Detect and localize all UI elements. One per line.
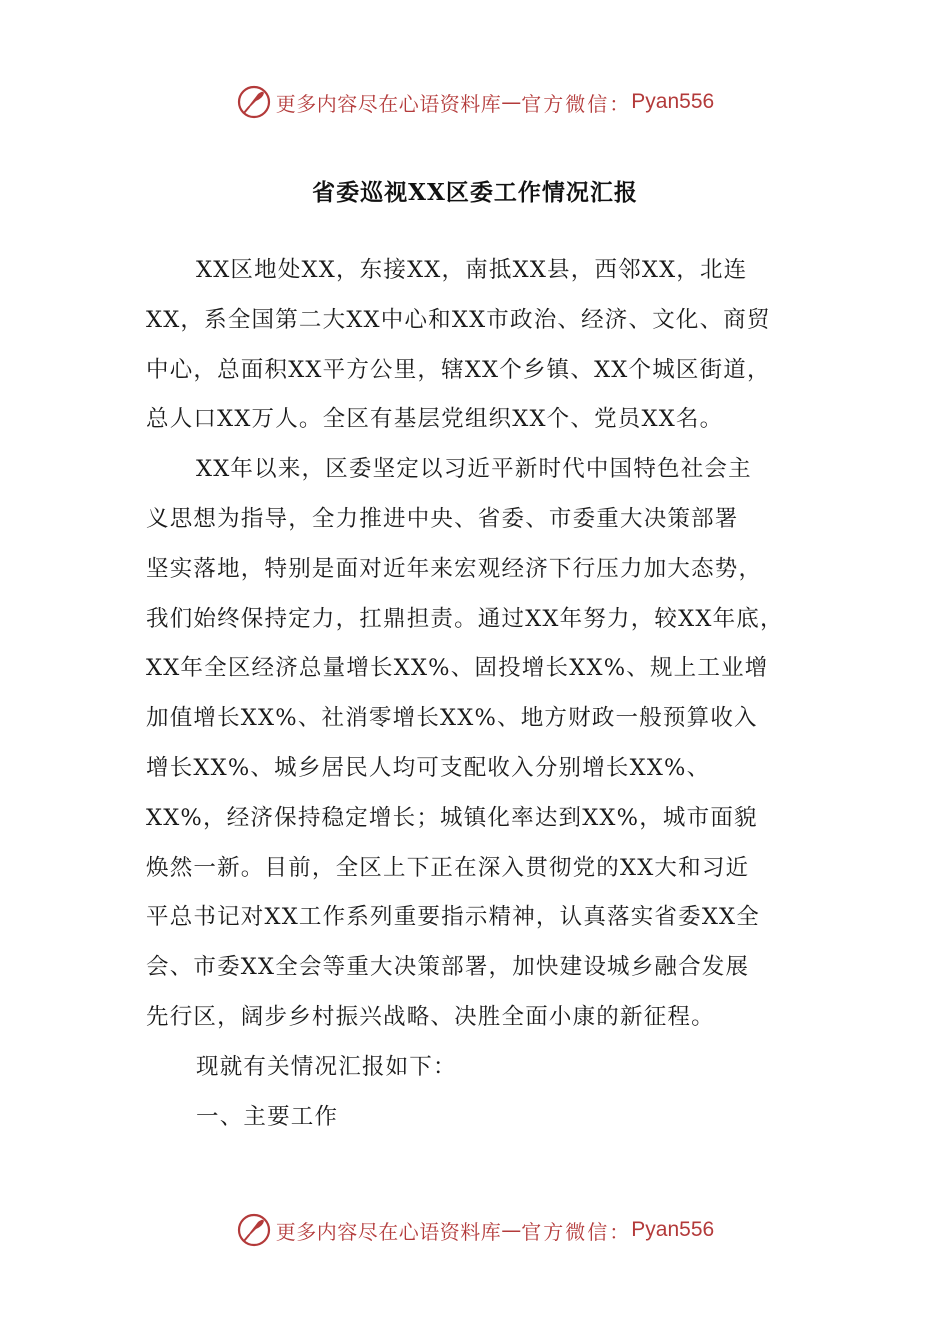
section-heading-text: 一、主要工作	[196, 1103, 339, 1130]
watermark-wechat-id: Pyan556	[631, 1218, 715, 1241]
watermark-separator: —	[501, 90, 522, 114]
text-line: 坚实落地，特别是面对近年来宏观经济下行压力加大态势，	[146, 555, 763, 582]
document-body	[146, 246, 826, 1142]
text-line: 现就有关情况汇报如下：	[196, 1053, 457, 1080]
watermark-brand-text: 更多内容尽在心语资料库	[275, 91, 502, 116]
watermark-brand-text: 更多内容尽在心语资料库	[275, 1219, 502, 1244]
text-line: 总人口XX万人。全区有基层党组织XX个、党员XX名。	[146, 406, 724, 433]
watermark-wechat-id: Pyan556	[631, 90, 715, 113]
text-line: 增长XX%、城乡居民人均可支配收入分别增长XX%、	[146, 754, 711, 781]
quill-pen-logo-icon	[236, 84, 272, 120]
text-line: 义思想为指导，全力推进中央、省委、市委重大决策部署	[146, 505, 739, 532]
text-line: 会、市委XX全会等重大决策部署，加快建设城乡融合发展	[146, 954, 750, 981]
watermark-separator: —	[501, 1218, 522, 1242]
paragraph-1	[146, 246, 826, 445]
section-heading-1	[146, 1093, 826, 1143]
text-line: XX，系全国第二大XX中心和XX市政治、经济、文化、商贸	[146, 306, 771, 333]
paragraph-2	[146, 445, 826, 1043]
watermark-wechat-label: 官方微信：	[521, 1219, 632, 1244]
header-watermark-banner	[0, 82, 950, 122]
text-line: 加值增长XX%、社消零增长XX%、地方财政一般预算收入	[146, 705, 758, 732]
watermark-wechat-label: 官方微信：	[521, 91, 632, 116]
text-line: XX年以来，区委坚定以习近平新时代中国特色社会主	[196, 456, 752, 483]
text-line: 平总书记对XX工作系列重要指示精神，认真落实省委XX全	[146, 904, 760, 931]
paragraph-3	[146, 1043, 826, 1093]
text-line: 中心，总面积XX平方公里，辖XX个乡镇、XX个城区街道，	[146, 356, 771, 383]
quill-pen-logo-icon	[236, 1212, 272, 1248]
text-line: XX年全区经济总量增长XX%、固投增长XX%、规上工业增	[146, 655, 769, 682]
text-line: 焕然一新。目前，全区上下正在深入贯彻党的XX大和习近	[146, 854, 750, 881]
footer-watermark-banner	[0, 1210, 950, 1250]
text-line: XX%，经济保持稳定增长；城镇化率达到XX%，城市面貌	[146, 804, 758, 831]
text-line: 我们始终保持定力，扛鼎担责。通过XX年努力，较XX年底，	[146, 605, 784, 632]
text-line: 先行区，阔步乡村振兴战略、决胜全面小康的新征程。	[146, 1003, 715, 1030]
text-line: XX区地处XX，东接XX，南抵XX县，西邻XX，北连	[196, 257, 748, 283]
document-title: 省委巡视XX区委工作情况汇报	[312, 179, 638, 206]
